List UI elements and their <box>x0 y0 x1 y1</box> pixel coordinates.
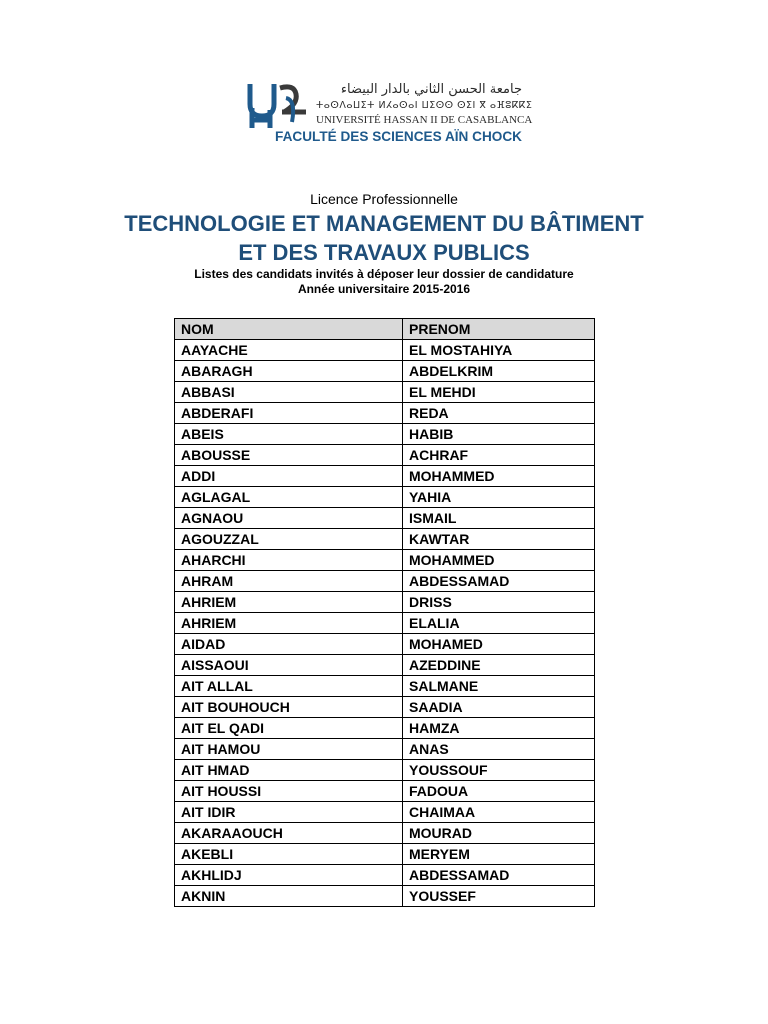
cell-prenom: SALMANE <box>403 676 595 697</box>
cell-nom: AISSAOUI <box>175 655 403 676</box>
university-logo <box>246 82 533 148</box>
list-description: Listes des candidats invités à déposer leur dossier de candidature <box>194 267 574 281</box>
table-row <box>175 844 595 865</box>
table-row <box>175 508 595 529</box>
cell-prenom: EL MOSTAHIYA <box>403 340 595 361</box>
table-row <box>175 697 595 718</box>
cell-nom: AAYACHE <box>175 340 403 361</box>
uh2c-emblem-icon <box>246 82 310 128</box>
table-row <box>175 529 595 550</box>
cell-nom: AKARAAOUCH <box>175 823 403 844</box>
cell-nom: AIT HAMOU <box>175 739 403 760</box>
table-row <box>175 886 595 907</box>
cell-nom: AHARCHI <box>175 550 403 571</box>
cell-prenom: MOHAMED <box>403 634 595 655</box>
cell-nom: AIT HOUSSI <box>175 781 403 802</box>
cell-prenom: ELALIA <box>403 613 595 634</box>
table-row <box>175 382 595 403</box>
university-tifinagh-name: ⵜⴰⵙⴷⴰⵡⵉⵜ ⵍⵃⴰⵙⴰⵏ ⵡⵉⵙⵙ ⵙⵉⵏ ⴳ ⴰⴼⵓⴽⴽⵉ <box>316 100 533 111</box>
table-row <box>175 403 595 424</box>
cell-nom: AGNAOU <box>175 508 403 529</box>
table-row <box>175 550 595 571</box>
program-title-line-1: TECHNOLOGIE ET MANAGEMENT DU BÂTIMENT <box>124 211 644 236</box>
university-name: UNIVERSITÉ HASSAN II DE CASABLANCA <box>316 114 533 126</box>
table-row <box>175 760 595 781</box>
cell-prenom: REDA <box>403 403 595 424</box>
table-row <box>175 655 595 676</box>
table-row <box>175 445 595 466</box>
table-row <box>175 466 595 487</box>
cell-prenom: ABDESSAMAD <box>403 571 595 592</box>
table-row <box>175 571 595 592</box>
column-header-nom: NOM <box>175 319 403 340</box>
faculty-name: FACULTÉ DES SCIENCES AÏN CHOCK <box>275 129 522 144</box>
cell-nom: AHRIEM <box>175 613 403 634</box>
cell-prenom: ANAS <box>403 739 595 760</box>
university-arabic-name: جامعة الحسن الثاني بالدار البيضاء <box>340 82 522 97</box>
cell-prenom: SAADIA <box>403 697 595 718</box>
cell-nom: ABDERAFI <box>175 403 403 424</box>
table-row <box>175 781 595 802</box>
cell-nom: AIT EL QADI <box>175 718 403 739</box>
cell-prenom: DRISS <box>403 592 595 613</box>
cell-prenom: HAMZA <box>403 718 595 739</box>
cell-nom: AIT HMAD <box>175 760 403 781</box>
column-header-prenom: PRENOM <box>403 319 595 340</box>
table-row <box>175 865 595 886</box>
cell-nom: AIT IDIR <box>175 802 403 823</box>
table-header-row <box>175 319 595 340</box>
cell-nom: AIT BOUHOUCH <box>175 697 403 718</box>
table-row <box>175 634 595 655</box>
table-row <box>175 739 595 760</box>
cell-prenom: HABIB <box>403 424 595 445</box>
cell-nom: ABEIS <box>175 424 403 445</box>
table-row <box>175 718 595 739</box>
cell-prenom: MOHAMMED <box>403 466 595 487</box>
table-row <box>175 802 595 823</box>
cell-prenom: MOURAD <box>403 823 595 844</box>
cell-prenom: EL MEHDI <box>403 382 595 403</box>
table-row <box>175 592 595 613</box>
cell-prenom: YOUSSOUF <box>403 760 595 781</box>
cell-nom: AIT ALLAL <box>175 676 403 697</box>
cell-nom: AIDAD <box>175 634 403 655</box>
table-row <box>175 823 595 844</box>
table-row <box>175 424 595 445</box>
cell-prenom: YOUSSEF <box>403 886 595 907</box>
cell-nom: AGLAGAL <box>175 487 403 508</box>
cell-prenom: CHAIMAA <box>403 802 595 823</box>
cell-nom: AKHLIDJ <box>175 865 403 886</box>
cell-nom: ADDI <box>175 466 403 487</box>
table-row <box>175 487 595 508</box>
cell-prenom: ACHRAF <box>403 445 595 466</box>
table-row <box>175 361 595 382</box>
cell-prenom: ABDELKRIM <box>403 361 595 382</box>
cell-prenom: MOHAMMED <box>403 550 595 571</box>
table-row <box>175 613 595 634</box>
cell-nom: ABBASI <box>175 382 403 403</box>
cell-nom: ABARAGH <box>175 361 403 382</box>
cell-nom: AHRIEM <box>175 592 403 613</box>
cell-prenom: MERYEM <box>403 844 595 865</box>
cell-prenom: ISMAIL <box>403 508 595 529</box>
cell-prenom: FADOUA <box>403 781 595 802</box>
candidates-table <box>174 318 595 907</box>
cell-nom: AKNIN <box>175 886 403 907</box>
cell-nom: AKEBLI <box>175 844 403 865</box>
cell-nom: AGOUZZAL <box>175 529 403 550</box>
cell-nom: AHRAM <box>175 571 403 592</box>
cell-prenom: ABDESSAMAD <box>403 865 595 886</box>
program-type: Licence Professionnelle <box>310 191 458 207</box>
cell-prenom: AZEDDINE <box>403 655 595 676</box>
cell-prenom: KAWTAR <box>403 529 595 550</box>
academic-year: Année universitaire 2015-2016 <box>297 282 471 296</box>
program-title-line-2: ET DES TRAVAUX PUBLICS <box>238 240 530 265</box>
document-header <box>0 189 768 297</box>
cell-nom: ABOUSSE <box>175 445 403 466</box>
cell-prenom: YAHIA <box>403 487 595 508</box>
table-row <box>175 340 595 361</box>
table-row <box>175 676 595 697</box>
